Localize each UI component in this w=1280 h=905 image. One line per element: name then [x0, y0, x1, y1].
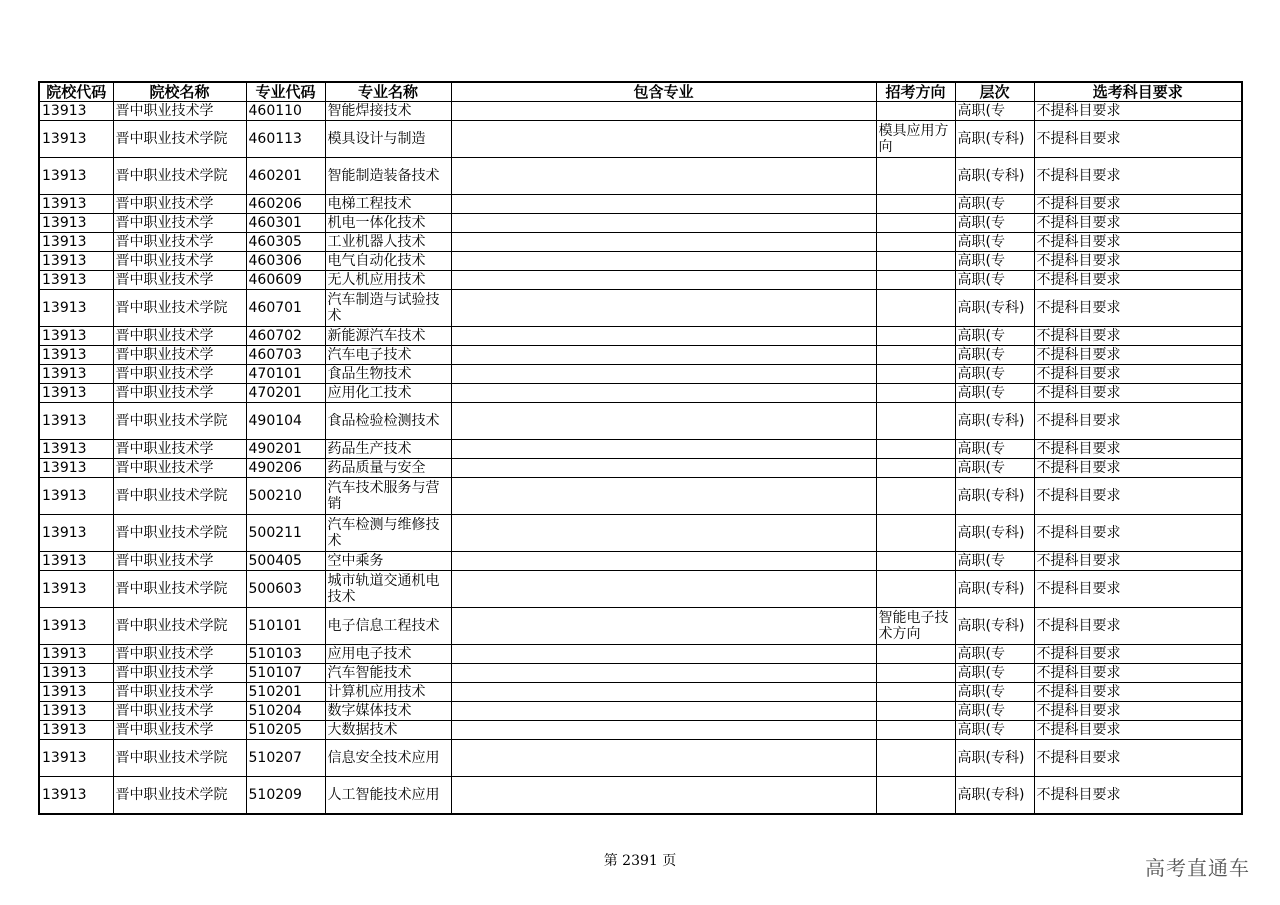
table-row: [39, 721, 1242, 740]
cell-major-name: 汽车电子技术: [325, 346, 451, 365]
cell-direction: [876, 515, 955, 552]
cell-included-majors: [451, 683, 876, 702]
cell-subject-requirement: 不提科目要求: [1034, 552, 1242, 571]
cell-major-name: 城市轨道交通机电技术: [325, 571, 451, 608]
cell-school-name: 晋中职业技术学院: [113, 740, 246, 777]
cell-subject-requirement: 不提科目要求: [1034, 346, 1242, 365]
cell-major-code: 460206: [246, 195, 325, 214]
cell-major-name: 汽车检测与维修技术: [325, 515, 451, 552]
cell-included-majors: [451, 384, 876, 403]
cell-major-name: 机电一体化技术: [325, 214, 451, 233]
cell-school-code: 13913: [39, 271, 113, 290]
header-direction: 招考方向: [876, 82, 955, 102]
cell-level: 高职(专科): [955, 740, 1034, 777]
header-subject-requirement: 选考科目要求: [1034, 82, 1242, 102]
cell-major-code: 460609: [246, 271, 325, 290]
cell-major-code: 490104: [246, 403, 325, 440]
table-row: [39, 740, 1242, 777]
cell-level: 高职(专科): [955, 515, 1034, 552]
table-row: [39, 777, 1242, 815]
cell-school-name: 晋中职业技术学院: [113, 777, 246, 815]
cell-subject-requirement: 不提科目要求: [1034, 740, 1242, 777]
cell-subject-requirement: 不提科目要求: [1034, 195, 1242, 214]
cell-subject-requirement: 不提科目要求: [1034, 777, 1242, 815]
cell-school-code: 13913: [39, 645, 113, 664]
cell-school-code: 13913: [39, 478, 113, 515]
cell-major-code: 510205: [246, 721, 325, 740]
cell-direction: [876, 403, 955, 440]
cell-major-code: 510101: [246, 608, 325, 645]
cell-school-name: 晋中职业技术学: [113, 702, 246, 721]
cell-level: 高职(专科): [955, 121, 1034, 158]
cell-major-name: 药品生产技术: [325, 440, 451, 459]
cell-major-name: 汽车智能技术: [325, 664, 451, 683]
cell-subject-requirement: 不提科目要求: [1034, 515, 1242, 552]
cell-major-code: 460306: [246, 252, 325, 271]
cell-level: 高职(专科): [955, 608, 1034, 645]
cell-school-code: 13913: [39, 290, 113, 327]
cell-school-code: 13913: [39, 721, 113, 740]
table-row: [39, 403, 1242, 440]
table-row: [39, 290, 1242, 327]
header-major-code: 专业代码: [246, 82, 325, 102]
cell-school-code: 13913: [39, 384, 113, 403]
table-row: [39, 346, 1242, 365]
table-row: [39, 102, 1242, 121]
cell-school-name: 晋中职业技术学: [113, 365, 246, 384]
cell-level: 高职(专科): [955, 777, 1034, 815]
cell-major-code: 510103: [246, 645, 325, 664]
cell-subject-requirement: 不提科目要求: [1034, 121, 1242, 158]
cell-subject-requirement: 不提科目要求: [1034, 459, 1242, 478]
cell-subject-requirement: 不提科目要求: [1034, 721, 1242, 740]
cell-school-code: 13913: [39, 121, 113, 158]
cell-school-code: 13913: [39, 608, 113, 645]
cell-major-code: 510107: [246, 664, 325, 683]
cell-direction: [876, 158, 955, 195]
cell-included-majors: [451, 608, 876, 645]
cell-major-name: 信息安全技术应用: [325, 740, 451, 777]
cell-level: 高职(专: [955, 214, 1034, 233]
cell-subject-requirement: 不提科目要求: [1034, 271, 1242, 290]
cell-school-name: 晋中职业技术学: [113, 195, 246, 214]
cell-direction: [876, 459, 955, 478]
cell-subject-requirement: 不提科目要求: [1034, 252, 1242, 271]
cell-school-code: 13913: [39, 346, 113, 365]
cell-level: 高职(专: [955, 346, 1034, 365]
cell-major-code: 460110: [246, 102, 325, 121]
table-row: [39, 195, 1242, 214]
cell-major-code: 460702: [246, 327, 325, 346]
header-row: [39, 82, 1242, 102]
cell-school-code: 13913: [39, 702, 113, 721]
cell-major-code: 500210: [246, 478, 325, 515]
cell-direction: [876, 478, 955, 515]
header-school-name: 院校名称: [113, 82, 246, 102]
cell-major-name: 数字媒体技术: [325, 702, 451, 721]
cell-major-code: 500603: [246, 571, 325, 608]
cell-direction: [876, 702, 955, 721]
cell-major-name: 大数据技术: [325, 721, 451, 740]
table-row: [39, 478, 1242, 515]
cell-level: 高职(专科): [955, 290, 1034, 327]
cell-direction: [876, 645, 955, 664]
cell-included-majors: [451, 645, 876, 664]
table-row: [39, 645, 1242, 664]
cell-major-name: 智能制造装备技术: [325, 158, 451, 195]
cell-direction: [876, 252, 955, 271]
cell-subject-requirement: 不提科目要求: [1034, 327, 1242, 346]
cell-included-majors: [451, 346, 876, 365]
cell-included-majors: [451, 158, 876, 195]
cell-included-majors: [451, 102, 876, 121]
cell-major-name: 模具设计与制造: [325, 121, 451, 158]
cell-included-majors: [451, 702, 876, 721]
table-row: [39, 571, 1242, 608]
cell-major-name: 智能焊接技术: [325, 102, 451, 121]
cell-school-code: 13913: [39, 365, 113, 384]
cell-direction: [876, 384, 955, 403]
cell-included-majors: [451, 327, 876, 346]
cell-level: 高职(专: [955, 683, 1034, 702]
cell-direction: [876, 571, 955, 608]
cell-included-majors: [451, 515, 876, 552]
cell-major-code: 460201: [246, 158, 325, 195]
cell-direction: [876, 365, 955, 384]
cell-subject-requirement: 不提科目要求: [1034, 683, 1242, 702]
cell-school-name: 晋中职业技术学: [113, 271, 246, 290]
cell-included-majors: [451, 290, 876, 327]
cell-school-name: 晋中职业技术学: [113, 102, 246, 121]
enrollment-table: [38, 81, 1243, 815]
cell-subject-requirement: 不提科目要求: [1034, 478, 1242, 515]
cell-school-code: 13913: [39, 664, 113, 683]
cell-school-name: 晋中职业技术学院: [113, 478, 246, 515]
cell-included-majors: [451, 195, 876, 214]
table-row: [39, 233, 1242, 252]
cell-school-name: 晋中职业技术学: [113, 552, 246, 571]
cell-subject-requirement: 不提科目要求: [1034, 365, 1242, 384]
cell-major-code: 490206: [246, 459, 325, 478]
table-row: [39, 552, 1242, 571]
cell-school-name: 晋中职业技术学: [113, 440, 246, 459]
cell-school-name: 晋中职业技术学: [113, 721, 246, 740]
cell-level: 高职(专: [955, 459, 1034, 478]
cell-major-name: 人工智能技术应用: [325, 777, 451, 815]
cell-level: 高职(专科): [955, 571, 1034, 608]
cell-included-majors: [451, 740, 876, 777]
cell-major-code: 470101: [246, 365, 325, 384]
cell-direction: [876, 327, 955, 346]
cell-school-name: 晋中职业技术学: [113, 346, 246, 365]
cell-school-code: 13913: [39, 515, 113, 552]
cell-school-name: 晋中职业技术学院: [113, 290, 246, 327]
cell-level: 高职(专: [955, 102, 1034, 121]
cell-level: 高职(专: [955, 384, 1034, 403]
cell-included-majors: [451, 552, 876, 571]
cell-included-majors: [451, 214, 876, 233]
cell-school-name: 晋中职业技术学: [113, 327, 246, 346]
cell-major-name: 食品生物技术: [325, 365, 451, 384]
cell-direction: 智能电子技术方向: [876, 608, 955, 645]
cell-school-code: 13913: [39, 158, 113, 195]
cell-major-code: 510207: [246, 740, 325, 777]
cell-subject-requirement: 不提科目要求: [1034, 290, 1242, 327]
cell-level: 高职(专: [955, 440, 1034, 459]
cell-school-name: 晋中职业技术学: [113, 252, 246, 271]
cell-subject-requirement: 不提科目要求: [1034, 702, 1242, 721]
cell-included-majors: [451, 252, 876, 271]
cell-school-name: 晋中职业技术学院: [113, 515, 246, 552]
cell-included-majors: [451, 664, 876, 683]
cell-school-code: 13913: [39, 102, 113, 121]
cell-school-name: 晋中职业技术学: [113, 645, 246, 664]
table-row: [39, 664, 1242, 683]
cell-included-majors: [451, 271, 876, 290]
table-row: [39, 683, 1242, 702]
cell-included-majors: [451, 365, 876, 384]
cell-direction: [876, 102, 955, 121]
cell-included-majors: [451, 233, 876, 252]
cell-school-name: 晋中职业技术学: [113, 214, 246, 233]
cell-level: 高职(专: [955, 327, 1034, 346]
cell-included-majors: [451, 478, 876, 515]
table-row: [39, 214, 1242, 233]
cell-school-name: 晋中职业技术学: [113, 683, 246, 702]
cell-major-code: 460301: [246, 214, 325, 233]
cell-school-code: 13913: [39, 683, 113, 702]
cell-school-name: 晋中职业技术学: [113, 384, 246, 403]
cell-level: 高职(专: [955, 645, 1034, 664]
cell-school-name: 晋中职业技术学院: [113, 571, 246, 608]
cell-school-code: 13913: [39, 327, 113, 346]
cell-school-code: 13913: [39, 233, 113, 252]
cell-direction: [876, 740, 955, 777]
cell-major-code: 460113: [246, 121, 325, 158]
cell-level: 高职(专: [955, 252, 1034, 271]
header-included-majors: 包含专业: [451, 82, 876, 102]
table-row: [39, 608, 1242, 645]
cell-direction: [876, 233, 955, 252]
cell-direction: [876, 552, 955, 571]
cell-subject-requirement: 不提科目要求: [1034, 384, 1242, 403]
cell-major-code: 510204: [246, 702, 325, 721]
cell-major-name: 工业机器人技术: [325, 233, 451, 252]
page-number: 第 2391 页: [603, 853, 677, 869]
table-row: [39, 702, 1242, 721]
cell-school-name: 晋中职业技术学: [113, 233, 246, 252]
cell-direction: [876, 683, 955, 702]
cell-included-majors: [451, 721, 876, 740]
cell-major-name: 空中乘务: [325, 552, 451, 571]
cell-school-name: 晋中职业技术学院: [113, 158, 246, 195]
cell-level: 高职(专: [955, 702, 1034, 721]
cell-school-code: 13913: [39, 571, 113, 608]
cell-school-code: 13913: [39, 252, 113, 271]
cell-school-code: 13913: [39, 459, 113, 478]
cell-major-code: 510209: [246, 777, 325, 815]
header-level: 层次: [955, 82, 1034, 102]
cell-major-code: 460701: [246, 290, 325, 327]
cell-direction: [876, 214, 955, 233]
cell-school-code: 13913: [39, 777, 113, 815]
table-row: [39, 271, 1242, 290]
cell-included-majors: [451, 440, 876, 459]
cell-subject-requirement: 不提科目要求: [1034, 664, 1242, 683]
cell-major-code: 460305: [246, 233, 325, 252]
table-row: [39, 459, 1242, 478]
cell-school-name: 晋中职业技术学院: [113, 121, 246, 158]
cell-level: 高职(专: [955, 552, 1034, 571]
cell-major-name: 电气自动化技术: [325, 252, 451, 271]
cell-major-code: 500405: [246, 552, 325, 571]
cell-level: 高职(专: [955, 233, 1034, 252]
cell-direction: [876, 440, 955, 459]
cell-level: 高职(专: [955, 271, 1034, 290]
cell-school-name: 晋中职业技术学: [113, 664, 246, 683]
cell-school-code: 13913: [39, 552, 113, 571]
cell-direction: [876, 271, 955, 290]
cell-school-name: 晋中职业技术学院: [113, 608, 246, 645]
cell-major-name: 无人机应用技术: [325, 271, 451, 290]
cell-level: 高职(专科): [955, 403, 1034, 440]
cell-direction: 模具应用方向: [876, 121, 955, 158]
cell-major-name: 电梯工程技术: [325, 195, 451, 214]
watermark: 高考直通车: [1145, 856, 1250, 880]
cell-subject-requirement: 不提科目要求: [1034, 233, 1242, 252]
cell-major-name: 计算机应用技术: [325, 683, 451, 702]
cell-subject-requirement: 不提科目要求: [1034, 158, 1242, 195]
table-row: [39, 121, 1242, 158]
cell-subject-requirement: 不提科目要求: [1034, 403, 1242, 440]
cell-subject-requirement: 不提科目要求: [1034, 645, 1242, 664]
table-row: [39, 327, 1242, 346]
table-row: [39, 252, 1242, 271]
table-row: [39, 440, 1242, 459]
cell-direction: [876, 777, 955, 815]
cell-major-name: 电子信息工程技术: [325, 608, 451, 645]
cell-major-name: 药品质量与安全: [325, 459, 451, 478]
table-row: [39, 384, 1242, 403]
cell-subject-requirement: 不提科目要求: [1034, 608, 1242, 645]
cell-major-name: 新能源汽车技术: [325, 327, 451, 346]
cell-included-majors: [451, 777, 876, 815]
cell-school-code: 13913: [39, 195, 113, 214]
cell-included-majors: [451, 403, 876, 440]
header-school-code: 院校代码: [39, 82, 113, 102]
header-major-name: 专业名称: [325, 82, 451, 102]
cell-direction: [876, 195, 955, 214]
table-row: [39, 158, 1242, 195]
cell-school-name: 晋中职业技术学: [113, 459, 246, 478]
cell-major-name: 汽车技术服务与营销: [325, 478, 451, 515]
cell-school-code: 13913: [39, 440, 113, 459]
cell-school-code: 13913: [39, 214, 113, 233]
cell-major-code: 470201: [246, 384, 325, 403]
cell-direction: [876, 721, 955, 740]
cell-direction: [876, 290, 955, 327]
cell-level: 高职(专科): [955, 158, 1034, 195]
cell-level: 高职(专: [955, 195, 1034, 214]
table-row: [39, 365, 1242, 384]
cell-major-name: 应用化工技术: [325, 384, 451, 403]
cell-direction: [876, 346, 955, 365]
cell-level: 高职(专: [955, 721, 1034, 740]
cell-level: 高职(专: [955, 365, 1034, 384]
cell-included-majors: [451, 121, 876, 158]
cell-major-code: 510201: [246, 683, 325, 702]
cell-subject-requirement: 不提科目要求: [1034, 214, 1242, 233]
cell-major-name: 汽车制造与试验技术: [325, 290, 451, 327]
cell-direction: [876, 664, 955, 683]
cell-major-name: 食品检验检测技术: [325, 403, 451, 440]
cell-school-code: 13913: [39, 403, 113, 440]
cell-subject-requirement: 不提科目要求: [1034, 440, 1242, 459]
cell-level: 高职(专科): [955, 478, 1034, 515]
cell-school-code: 13913: [39, 740, 113, 777]
cell-level: 高职(专: [955, 664, 1034, 683]
cell-subject-requirement: 不提科目要求: [1034, 571, 1242, 608]
cell-major-name: 应用电子技术: [325, 645, 451, 664]
cell-major-code: 500211: [246, 515, 325, 552]
cell-school-name: 晋中职业技术学院: [113, 403, 246, 440]
cell-included-majors: [451, 459, 876, 478]
cell-major-code: 490201: [246, 440, 325, 459]
cell-included-majors: [451, 571, 876, 608]
table-body: [39, 102, 1242, 815]
cell-subject-requirement: 不提科目要求: [1034, 102, 1242, 121]
table-row: [39, 515, 1242, 552]
cell-major-code: 460703: [246, 346, 325, 365]
